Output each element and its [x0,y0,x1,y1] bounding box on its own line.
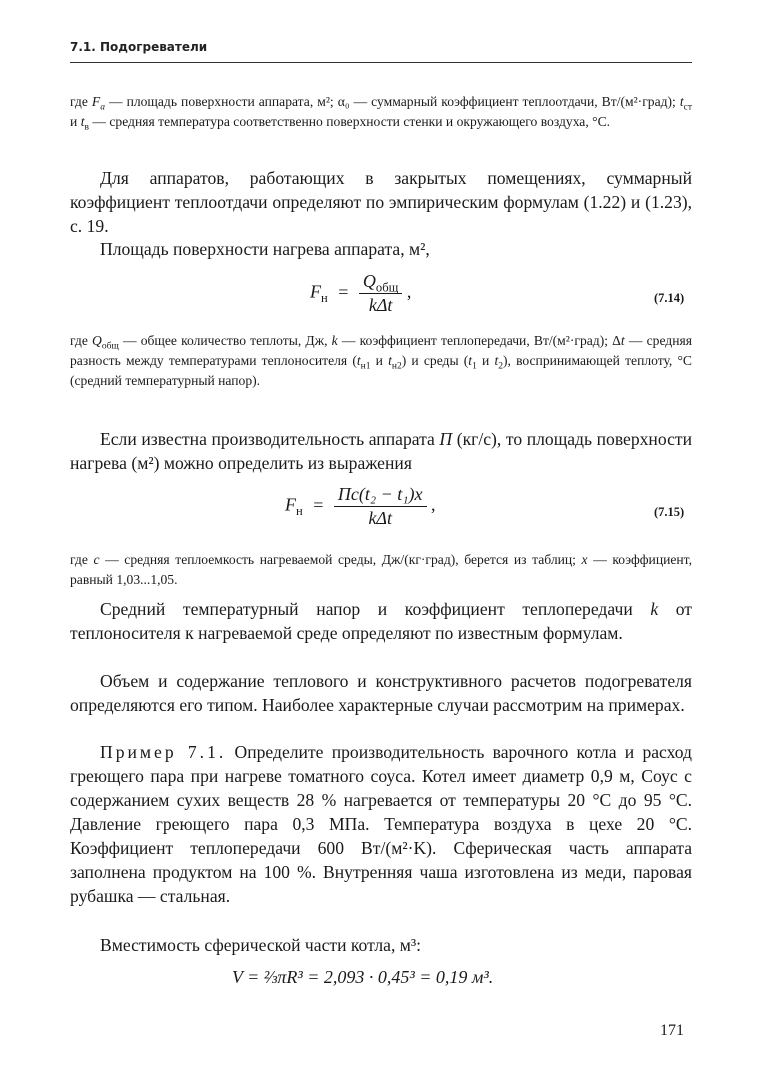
paragraph-volume-heading: Вместимость сферической части котла, м³: [100,935,422,955]
paragraph-heat-transfer: Для аппаратов, работающих в закрытых помещениях, суммарный коэффициент теплоотдачи определяют по эмпирическим формулам (1.22) и (1.23), с. 19. [70,168,692,236]
note-c-definition: где c — средняя теплоемкость нагреваемой среды, Дж/(кг·град), берется из таблиц; x — коэффициент, равный 1,03...1,05. [70,552,693,587]
equation-number-7-15: (7.15) [654,505,685,519]
formula-7-14: $F_н$ = $\frac{Q_{общ}}{\text{kΔt}}$ , [310,271,412,315]
paragraph-temperature-head: Средний температурный напор и коэффициент теплопередачи k от теплоносителя к нагреваемой среде определяют по известным формулам. [70,599,692,643]
page-number: 171 [660,1022,684,1039]
example-label: Пример 7.1. [100,742,227,762]
formula-7-15: $F_н$ = $\frac{\text{Пc(t₂ − t₁)x}}{\text{kΔt}}$ , [285,484,436,528]
paragraph-calculation-scope: Объем и содержание теплового и конструктивного расчетов подогревателя определяются его типом. Наиболее характерные случаи рассмотрим на примерах. [70,671,692,715]
running-header: 7.1. Подогреватели [70,40,208,54]
formula-volume: V = ⅔πR³ = 2,093 · 0,45³ = 0,19 м³. [232,967,494,987]
note-q-definition: где $Q_{общ}$ — общее количество теплоты, Дж, k — коэффициент теплопередачи, Вт/(м²·град); Δt — средняя разность между температурами теплоносителя ($t_{н1}$ и $t_{н2}$) и среды ($t_1$ и $t_2$), воспринимающей теплоту, °С (средний температурный напор). [70,333,692,388]
paragraph-productivity: Если известна производительность аппарата П (кг/с), то площадь поверхности нагрева (м²) можно определить из выражения [70,429,692,473]
formula-7-14-fraction: $\frac{Q_{общ}}{\text{kΔt}}$ [359,271,402,316]
formula-7-15-fraction: $\frac{\text{Пc(t₂ − t₁)x}}{\text{kΔt}}$ [334,484,427,529]
header-rule [70,62,692,63]
paragraph-example-7-1: Пример 7.1. Определите производительность варочного котла и расход греющего пара при нагреве томатного соуса. Котел имеет диаметр 0,9 м, Соус с содержанием сухих веществ 28 % нагревается от температуры 20 °С до 95 °С. Давление греющего пара 0,3 МПа. Температура воздуха в цехе 20 °С. Коэффициент теплопередачи 600 Вт/(м²·K). Сферическая часть аппарата заполнена продуктом на 100 %. Внутренняя чаша изготовлена из меди, паровая рубашка — стальная. [70,742,692,906]
note-fa-definition: где $F_a$ — площадь поверхности аппарата, м²; α₀ — суммарный коэффициент теплоотдачи, Вт/(м²·град); $t_{ст}$ и $t_в$ — средняя температура соответственно поверхности стенки и окружающего воздуха, °С. [70,94,693,133]
paragraph-area-heading: Площадь поверхности нагрева аппарата, м², [100,239,430,259]
equation-number-7-14: (7.14) [654,291,685,305]
